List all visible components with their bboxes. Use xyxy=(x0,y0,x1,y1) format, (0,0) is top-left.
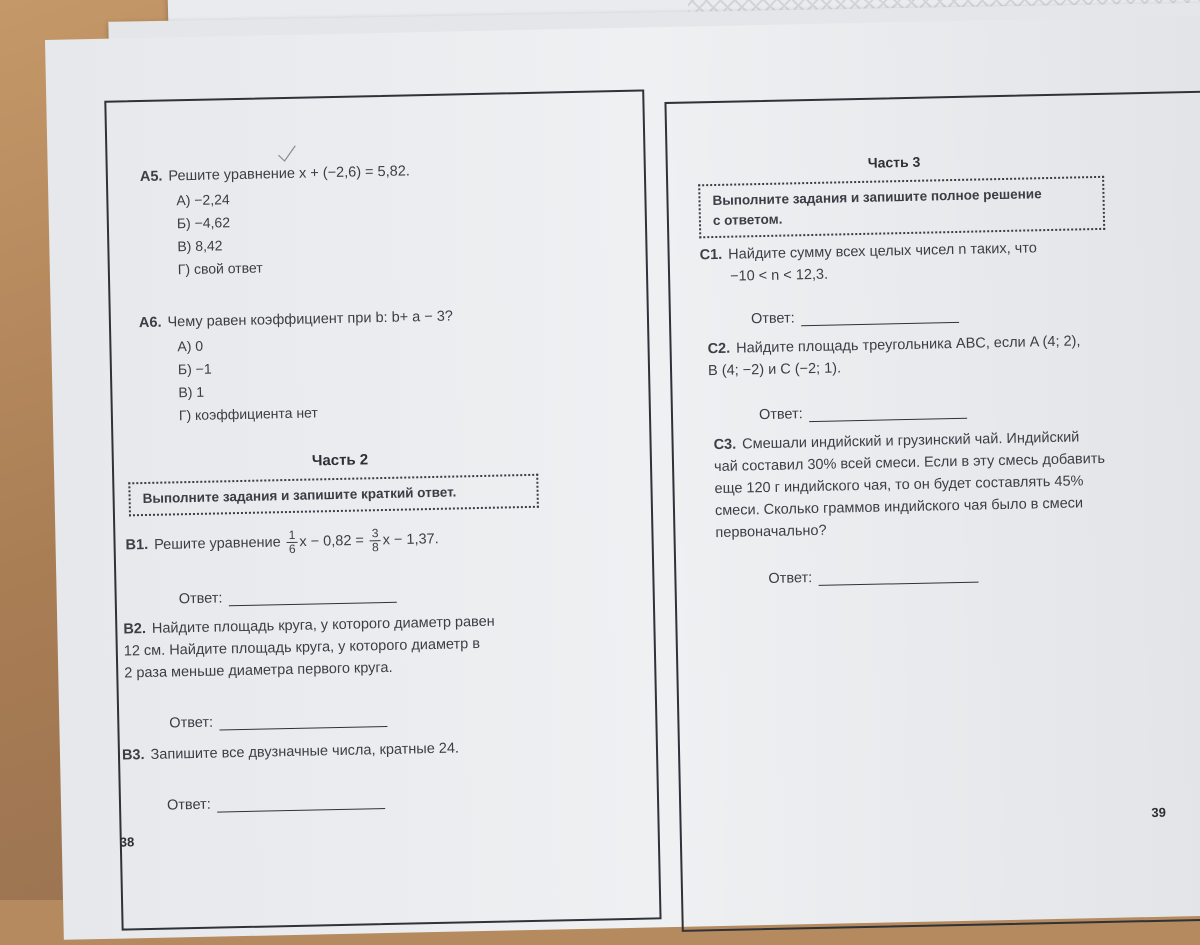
answer-label: Ответ: xyxy=(750,310,795,328)
option: В) 8,42 xyxy=(177,237,223,255)
task-c2-line1: Найдите площадь треугольника ABC, если A (4; 2), xyxy=(736,333,1081,357)
fraction-one-sixth xyxy=(286,529,297,556)
option: Г) коэффициента нет xyxy=(178,404,318,424)
answer-label: Ответ: xyxy=(178,590,223,608)
task-b2-label: В2. xyxy=(123,621,147,638)
page-number-right: 39 xyxy=(1151,804,1167,820)
part3-instruction-line1: Выполните задания и запишите полное решение xyxy=(712,186,1042,209)
open-workbook xyxy=(45,15,1200,940)
fraction-three-eighths xyxy=(370,527,381,554)
task-a5-options xyxy=(176,188,263,282)
part2-title: Часть 2 xyxy=(311,451,369,470)
task-b2-line1: Найдите площадь круга, у которого диаметр равен xyxy=(151,613,495,637)
task-a6-text: Чему равен коэффициент при b: b+ a − 3? xyxy=(167,308,454,331)
task-c3-line1: Смешали индийский и грузинский чай. Индийский xyxy=(742,429,1080,453)
task-c3 xyxy=(713,426,1106,544)
option: Б) −1 xyxy=(177,360,212,378)
task-a5-label: А5. xyxy=(139,168,163,186)
task-c1-line2: −10 < n < 12,3. xyxy=(729,266,829,285)
task-b3-label: В3. xyxy=(121,747,145,764)
part3-instruction-box xyxy=(698,176,1105,238)
part2-instruction: Выполните задания и запишите краткий ответ. xyxy=(142,484,457,507)
task-c3-label: С3. xyxy=(713,436,737,454)
task-b1-text-after: x − 1,37. xyxy=(382,531,439,549)
task-b1-text-before: Решите уравнение xyxy=(154,534,281,554)
task-c1-line1: Найдите сумму всех целых чисел n таких, что xyxy=(728,240,1037,263)
option: Б) −4,62 xyxy=(176,214,231,232)
part3-title: Часть 3 xyxy=(867,153,921,171)
task-b3-text: Запишите все двузначные числа, кратные 24. xyxy=(150,740,460,763)
task-b1-label: В1. xyxy=(125,537,149,554)
task-b2 xyxy=(123,611,496,685)
answer-label: Ответ: xyxy=(166,796,211,814)
answer-label: Ответ: xyxy=(768,570,813,587)
task-a6-options xyxy=(177,332,318,427)
task-b2-line2: 12 см. Найдите площадь круга, у которого диаметр в xyxy=(123,636,481,660)
task-c2 xyxy=(707,330,1081,382)
option: А) 0 xyxy=(177,337,204,355)
task-a5-text: Решите уравнение x + (−2,6) = 5,82. xyxy=(168,163,411,185)
task-c2-label: С2. xyxy=(707,340,731,358)
task-a6-label: А6. xyxy=(138,314,162,332)
option: Г) свой ответ xyxy=(177,259,263,278)
task-b2-line3: 2 раза меньше диаметра первого круга. xyxy=(124,659,393,682)
fraction-numerator: 3 xyxy=(370,527,381,541)
task-c3-line2: чай составил 30% всей смеси. Если в эту смесь добавить xyxy=(713,450,1106,476)
answer-label: Ответ: xyxy=(758,406,803,424)
task-b1-text-middle: x − 0,82 = xyxy=(299,532,365,551)
page-number-left: 38 xyxy=(119,834,135,850)
answer-label: Ответ: xyxy=(169,714,214,732)
task-c3-line3: еще 120 г индийского чая, то он будет составлять 45% xyxy=(714,473,1084,498)
task-c2-line2: B (4; −2) и C (−2; 1). xyxy=(707,360,842,380)
fraction-denominator: 8 xyxy=(371,540,379,555)
task-c1-label: С1. xyxy=(699,246,723,264)
task-c1 xyxy=(699,237,1037,288)
task-c3-line5: первоначально? xyxy=(715,522,827,542)
part3-instruction-line2: с ответом. xyxy=(712,211,783,229)
fraction-denominator: 6 xyxy=(288,541,296,557)
option: А) −2,24 xyxy=(176,191,230,209)
option: В) 1 xyxy=(178,383,205,401)
fraction-numerator: 1 xyxy=(286,529,297,543)
task-c3-line4: смеси. Сколько граммов индийского чая было в смеси xyxy=(714,495,1084,520)
